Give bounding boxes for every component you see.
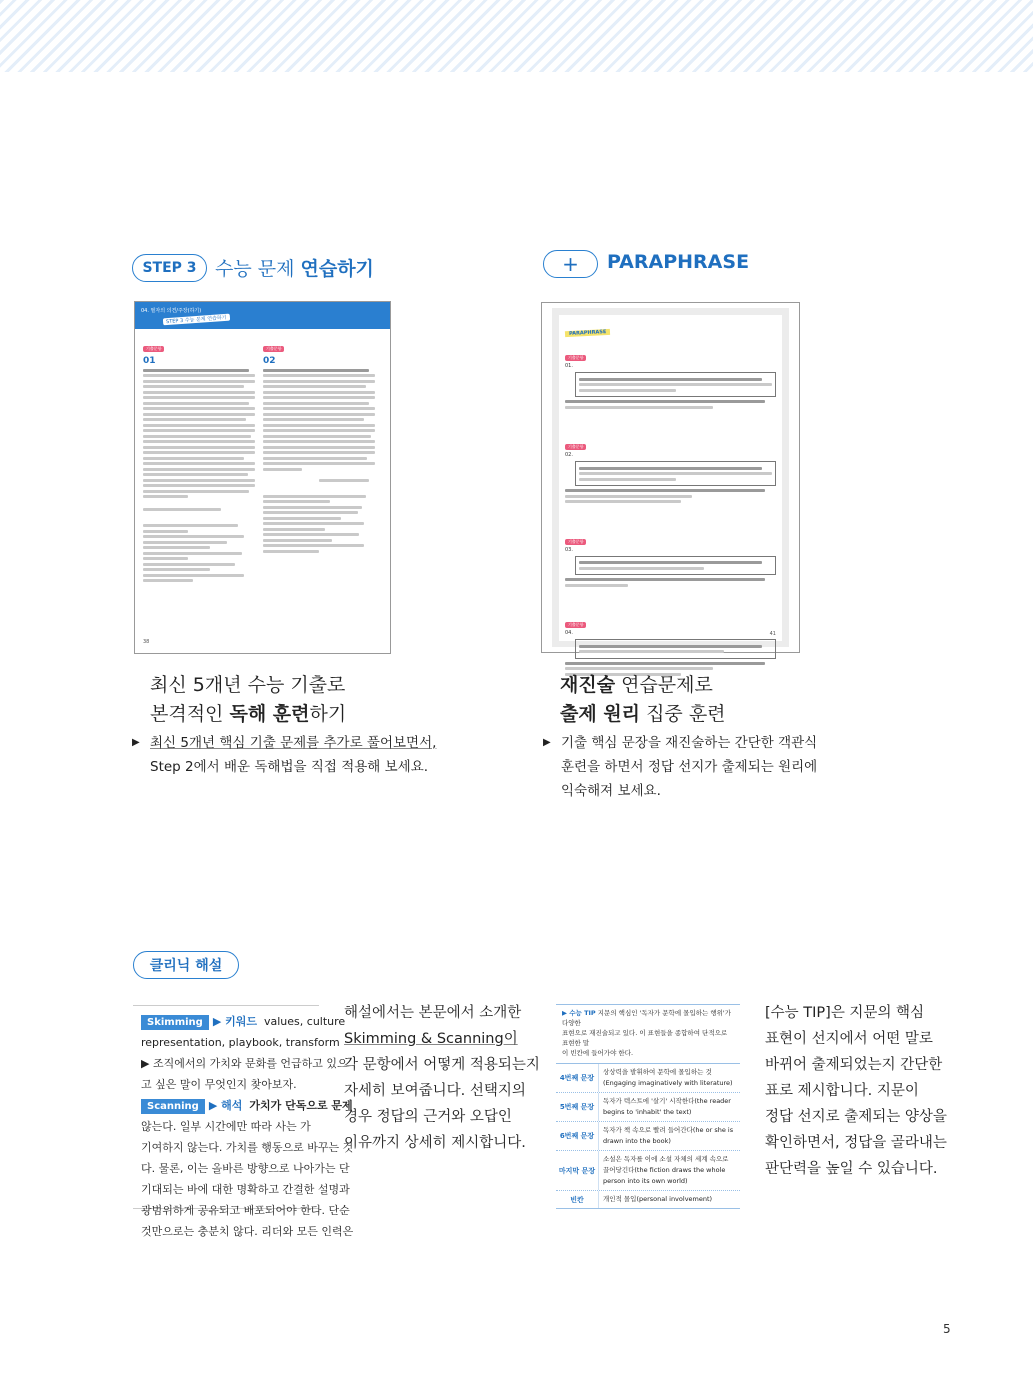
step3-description: ▶ 최신 5개년 핵심 기출 문제를 추가로 풀어보면서, Step 2에서 배운 독해법을 직접 적용해 보세요. [132, 735, 437, 775]
paraphrase-headline: 재진술 연습문제로 출제 원리 집중 훈련 [560, 674, 726, 725]
paraphrase-title: PARAPHRASE [607, 251, 750, 273]
paraphrase-page-thumbnail: PARAPHRASE 기출문항 01. 기출문항 02. 기출문항 03. 기출문항 04. 41 [541, 302, 800, 653]
page-number: 5 [943, 1322, 951, 1336]
plus-icon: + [543, 250, 598, 278]
step3-title: 수능 문제 연습하기 [215, 258, 374, 280]
clinic-badge: 클리닉 해설 [133, 951, 239, 979]
paraphrase-description: ▶ 기출 핵심 문장을 재진술하는 간단한 객관식 훈련을 하면서 정답 선지가 출제되는 원리에 익숙해져 보세요. [543, 735, 818, 799]
clinic-tip-table: ▶ 수능 TIP 지문의 핵심인 '독자가 문학에 몰입하는 행위'가 다양한 표현으로 재진술되고 있다. 이 표현들을 종합하여 단적으로 표현한 말 이 빈칸에 들어가야 한다. 4번째 문장 상상력을 발휘하여 문학에 몰입하는 것 (Engaging imaginatively with literature) 5번째 문장 독자가 텍스트에 '살기' 시작한다(the reader begins to 'inhabit' the text) 6번째 문장 독자가 책 속으로 빨려 들어간다(he or she is drawn into the book) 마지막 문장 소설은 독자를 이에 소설 자체의 세계 속으로 끌어당긴다(the fiction draws the whole person into its own world) 빈칸 개인적 몰입(personal involvement) [556, 1004, 740, 1209]
clinic-sample-excerpt: Skimming ▶ 키워드 values, culture representation, playbook, transform ▶ 조직에서의 가치와 문화를 언급하고 있으 고 싶은 말이 무엇인지 찾아보자. Scanning ▶ 해석 가치가 단독으로 문제 않는다. 일부 시간에만 따라 사는 가 기여하지 않는다. 가치를 행동으로 바꾸는 것 다. 물론, 이는 올바른 방향으로 나아가는 단 기대되는 바에 대한 명확하고 간결한 설명과 광범위하게 공유되고 배포되어야 한다. 단순 것만으로는 충분치 않다. 리더와 모든 인력은 [133, 1005, 319, 1209]
header-pattern [0, 0, 1033, 72]
step3-page-thumbnail: 04. 필자의 의견/주장(하기) STEP 3 수능 문제 연습하기 기출문항 01 기출문항 02 38 [134, 301, 391, 654]
step3-headline: 최신 5개년 수능 기출로 본격적인 독해 훈련하기 [150, 674, 347, 725]
step3-badge: STEP 3 [132, 254, 207, 282]
clinic-description-1: 해설에서는 본문에서 소개한 Skimming & Scanning이 각 문항에서 어떻게 적용되는지 자세히 보여줍니다. 선택지의 경우 정답의 근거와 오답인 이유까지 상세히 제시합니다. [344, 1005, 540, 1151]
clinic-description-2: [수능 TIP]은 지문의 핵심 표현이 선지에서 어떤 말로 바뀌어 출제되었는지 간단한 표로 제시합니다. 지문이 정답 선지로 출제되는 양상을 확인하면서, 정답을 골라내는 판단력을 높일 수 있습니다. [765, 1005, 947, 1177]
